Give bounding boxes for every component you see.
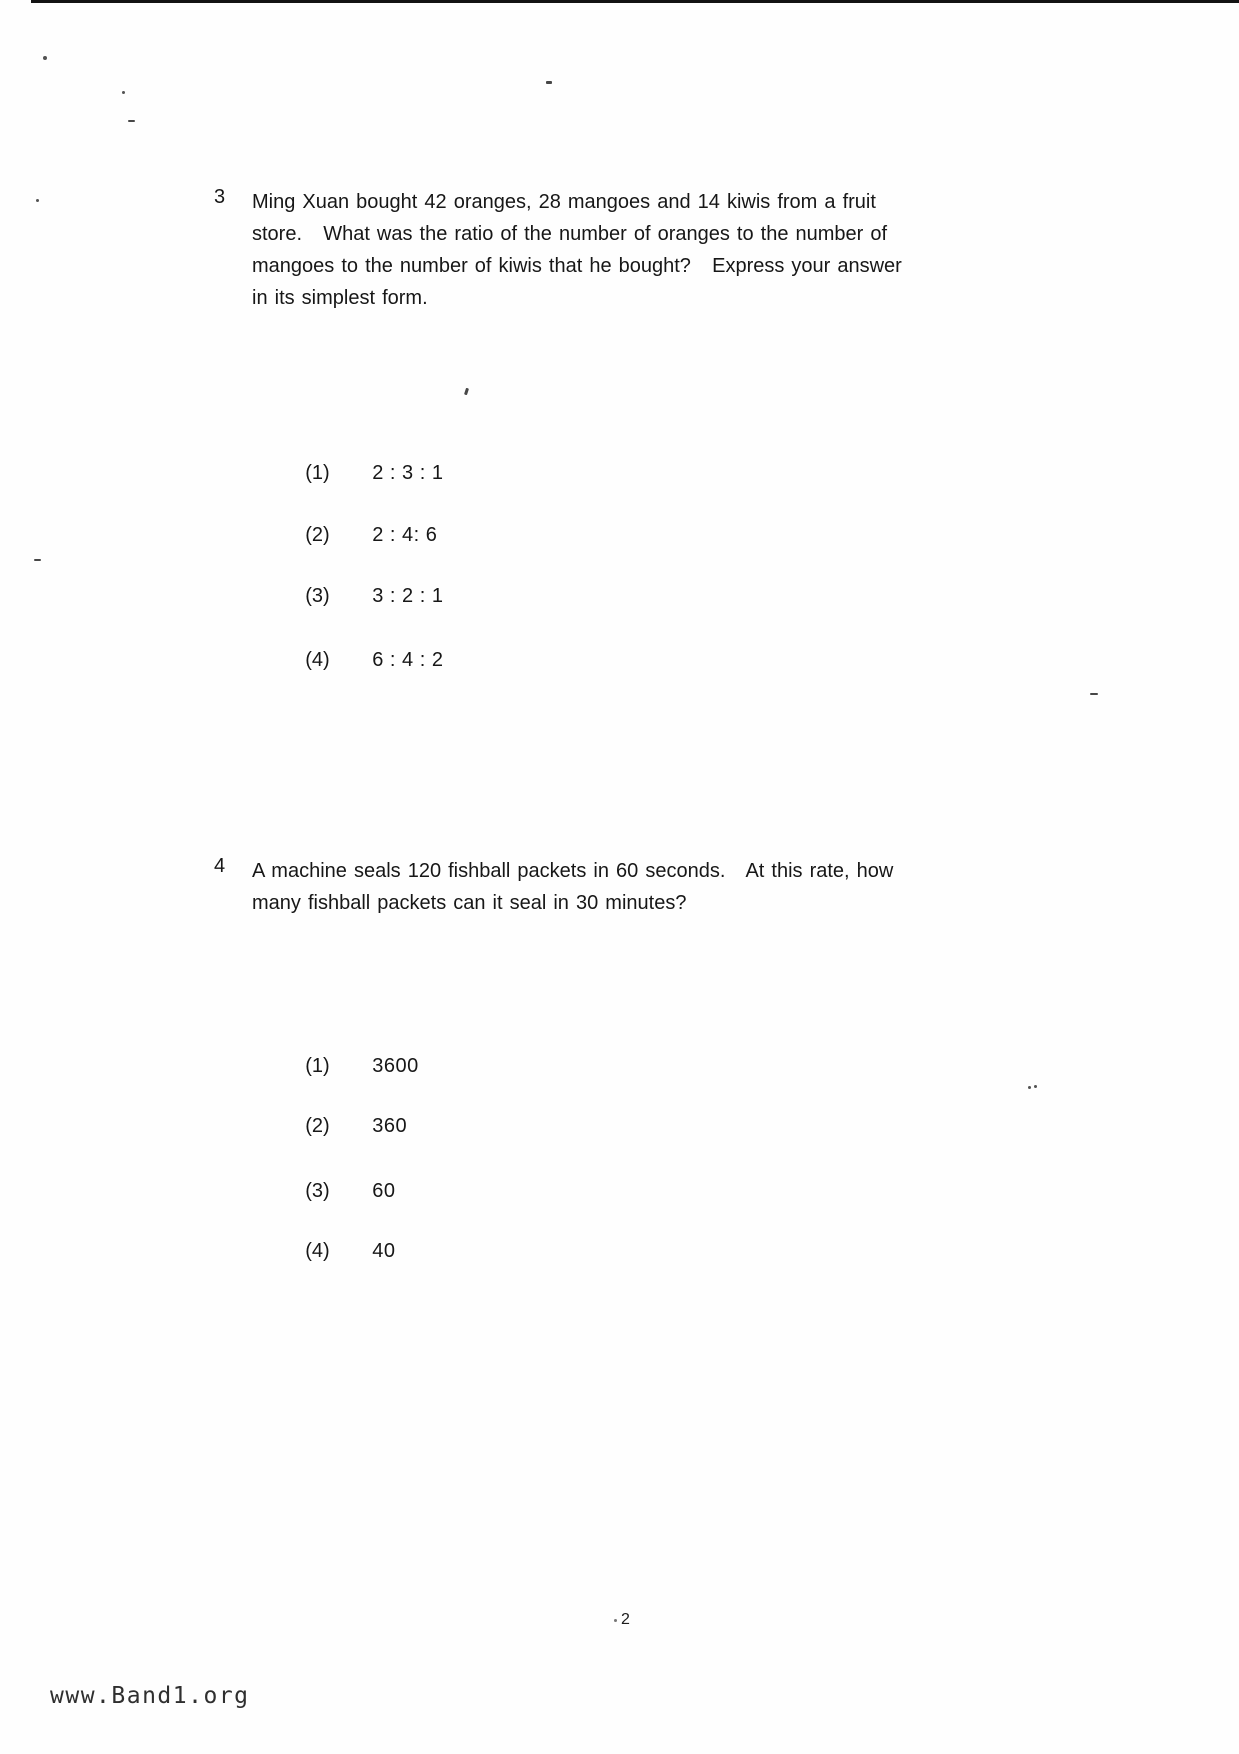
option-value: 3600 <box>372 1055 419 1077</box>
option-label: (1) <box>305 1055 330 1077</box>
scan-speck <box>614 1619 617 1622</box>
scan-speck <box>464 388 469 396</box>
option-value: 2 : 4: 6 <box>372 524 438 546</box>
scan-edge-artifact <box>31 0 1239 3</box>
option-label: (3) <box>305 1180 330 1202</box>
scan-speck <box>1028 1086 1031 1089</box>
scan-speck <box>546 81 552 84</box>
question-3-line-4: in its simplest form. <box>252 287 428 309</box>
question-4-option-3 <box>283 1157 395 1226</box>
scan-speck <box>122 91 125 94</box>
option-value: 60 <box>372 1180 396 1202</box>
scan-speck <box>1034 1085 1037 1088</box>
watermark: www.Band1.org <box>50 1683 250 1709</box>
question-4-line-1: A machine seals 120 fishball packets in 60 seconds. At this rate, how <box>252 860 894 882</box>
question-3-number: 3 <box>214 186 226 208</box>
option-label: (3) <box>305 585 330 607</box>
question-3-line-2: store. What was the ratio of the number of oranges to the number of <box>252 223 888 245</box>
question-4-option-2 <box>283 1092 407 1161</box>
page-number: 2 <box>621 1611 630 1628</box>
question-4-option-4 <box>283 1217 395 1286</box>
option-value: 3 : 2 : 1 <box>372 585 444 607</box>
question-3-line-1: Ming Xuan bought 42 oranges, 28 mangoes and 14 kiwis from a fruit <box>252 191 876 213</box>
question-4-line-2: many fishball packets can it seal in 30 minutes? <box>252 892 687 914</box>
option-label: (2) <box>305 524 330 546</box>
question-3-option-4 <box>283 626 443 695</box>
option-label: (4) <box>305 1240 330 1262</box>
scan-speck <box>34 559 41 561</box>
question-4-option-1 <box>283 1032 419 1101</box>
question-3-option-1 <box>283 439 443 508</box>
option-label: (1) <box>305 462 330 484</box>
option-value: 6 : 4 : 2 <box>372 649 444 671</box>
option-value: 40 <box>372 1240 396 1262</box>
question-4-text <box>252 855 952 919</box>
option-value: 2 : 3 : 1 <box>372 462 444 484</box>
question-3-option-3 <box>283 562 443 631</box>
scan-speck <box>43 56 47 60</box>
option-label: (4) <box>305 649 330 671</box>
scan-speck <box>1090 693 1098 695</box>
question-3-line-3: mangoes to the number of kiwis that he bought? Express your answer <box>252 255 902 277</box>
scan-speck <box>36 199 39 202</box>
question-3-text <box>252 186 942 314</box>
option-value: 360 <box>372 1115 408 1137</box>
question-4-number: 4 <box>214 855 226 877</box>
question-3-option-2 <box>283 501 437 570</box>
scan-speck <box>128 120 135 122</box>
option-label: (2) <box>305 1115 330 1137</box>
